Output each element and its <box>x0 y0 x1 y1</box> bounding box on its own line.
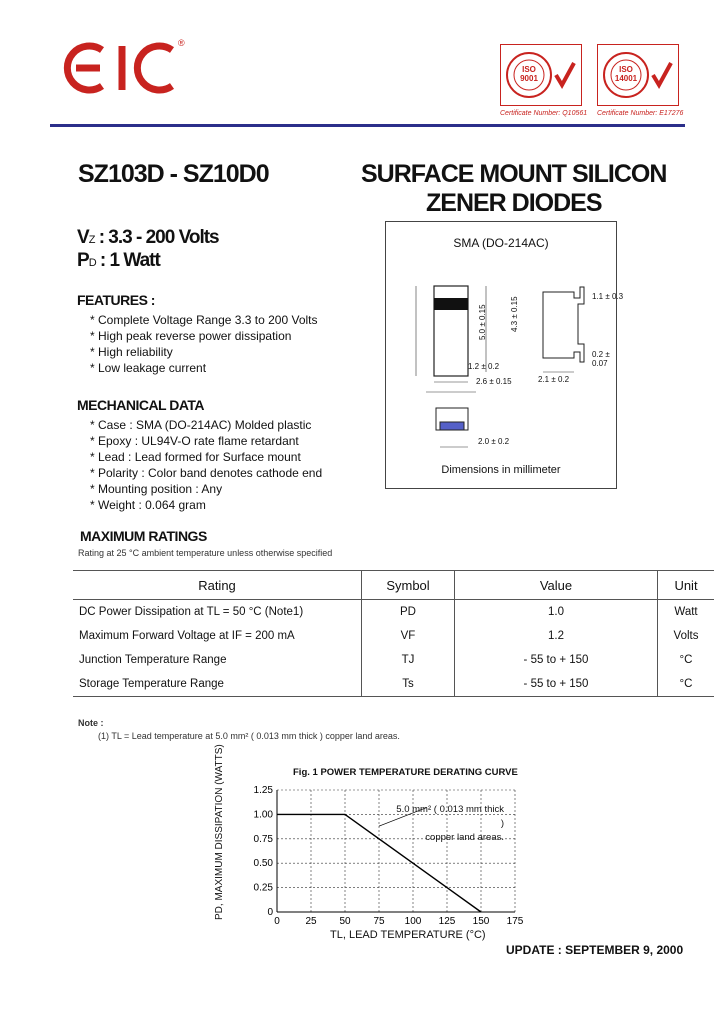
table-header-row <box>73 571 714 600</box>
cell-rating: Maximum Forward Voltage at IF = 200 mA <box>79 630 295 642</box>
x-tick-label: 75 <box>373 916 385 927</box>
col-value: Value <box>455 571 658 600</box>
dim-label: 2.1 ± 0.2 <box>538 375 570 384</box>
dim-label: 4.3 ± 0.15 <box>510 296 519 332</box>
cell-value: - 55 to + 150 <box>455 672 658 696</box>
product-title-line1: SURFACE MOUNT SILICON <box>361 160 667 188</box>
package-outline <box>386 222 624 488</box>
list-item: * Lead : Lead formed for Surface mount <box>90 450 301 464</box>
list-item: * Polarity : Color band denotes cathode end <box>90 466 323 480</box>
y-tick-label: 0 <box>267 907 273 918</box>
vz-value: : 3.3 - 200 Volts <box>94 227 219 248</box>
dim-label: 1.2 ± 0.2 <box>468 362 500 371</box>
ratings-table-wrap <box>73 570 714 697</box>
iso9001-cert-badge <box>500 44 582 106</box>
dim-label: 2.0 ± 0.2 <box>478 437 510 446</box>
annotation-line: copper land areas. <box>425 832 504 843</box>
y-tick-label: 1.00 <box>253 809 273 821</box>
table-row <box>73 624 714 648</box>
cert-caption: Certificate Number: Q10561 <box>500 110 588 117</box>
ratings-note: Rating at 25 °C ambient temperature unless otherwise specified <box>78 548 333 558</box>
features-list <box>90 312 318 376</box>
ratings-table <box>73 571 714 696</box>
mechanical-heading: MECHANICAL DATA <box>77 397 205 413</box>
vz-subscript: Z <box>88 234 95 246</box>
package-caption: Dimensions in millimeter <box>441 464 561 476</box>
vz-symbol: V <box>77 227 89 248</box>
cell-symbol: Ts <box>362 672 455 696</box>
cell-symbol: PD <box>362 600 455 625</box>
dim-label: 1.1 ± 0.3 <box>592 292 624 301</box>
list-item: * Complete Voltage Range 3.3 to 200 Volts <box>90 313 318 327</box>
cert-caption: Certificate Number: E17276 <box>597 110 684 117</box>
ratings-heading: MAXIMUM RATINGS <box>80 528 207 544</box>
cell-rating: DC Power Dissipation at TL = 50 °C (Note1) <box>79 606 304 618</box>
x-tick-label: 175 <box>506 916 524 927</box>
product-title-line2: ZENER DIODES <box>426 189 602 217</box>
cell-unit: °C <box>658 648 715 672</box>
registered-mark: ® <box>178 38 185 48</box>
x-tick-label: 125 <box>438 916 456 927</box>
cell-rating: Storage Temperature Range <box>79 678 224 690</box>
note-text: (1) TL = Lead temperature at 5.0 mm² ( 0.013 mm thick ) copper land areas. <box>98 731 400 741</box>
cell-unit: Watt <box>658 600 715 625</box>
table-row <box>73 648 714 672</box>
table-row <box>73 672 714 696</box>
cell-symbol: TJ <box>362 648 455 672</box>
col-symbol: Symbol <box>362 571 455 600</box>
list-item: * High reliability <box>90 345 173 359</box>
list-item: * Weight : 0.064 gram <box>90 498 206 512</box>
dim-label: 5.0 ± 0.15 <box>478 304 487 340</box>
features-heading: FEATURES : <box>77 292 155 308</box>
cert-number: 14001 <box>614 74 638 83</box>
y-tick-label: 0.50 <box>253 858 273 870</box>
x-tick-label: 25 <box>305 916 317 927</box>
update-date: UPDATE : SEPTEMBER 9, 2000 <box>506 943 684 957</box>
x-tick-label: 100 <box>404 916 422 927</box>
chart-xlabel: TL, LEAD TEMPERATURE (°C) <box>330 929 486 941</box>
cell-value: 1.0 <box>455 600 658 625</box>
pd-value: : 1 Watt <box>95 250 160 271</box>
list-item: * Epoxy : UL94V-O rate flame retardant <box>90 434 299 448</box>
list-item: * Mounting position : Any <box>90 482 223 496</box>
pd-subscript: D <box>88 257 96 269</box>
chart-annotation <box>392 803 504 845</box>
pd-spec <box>77 250 160 272</box>
annotation-line: 5.0 mm² ( 0.013 mm thick ) <box>396 804 504 829</box>
x-tick-label: 50 <box>339 916 351 927</box>
y-tick-label: 1.25 <box>253 785 273 796</box>
list-item: * Low leakage current <box>90 361 207 375</box>
dim-label: 2.6 ± 0.15 <box>476 377 512 386</box>
header-rule <box>50 124 685 127</box>
chart-ylabel: PD, MAXIMUM DISSIPATION (WATTS) <box>214 744 225 920</box>
cell-rating: Junction Temperature Range <box>79 654 227 666</box>
mechanical-list <box>90 417 322 513</box>
package-title: SMA (DO-214AC) <box>453 236 549 250</box>
cert-number: 9001 <box>520 74 538 83</box>
table-row <box>73 600 714 625</box>
x-tick-label: 150 <box>472 916 490 927</box>
dim-label: 0.2 ± 0.07 <box>592 350 610 368</box>
cell-symbol: VF <box>362 624 455 648</box>
eic-logo-icon <box>62 38 187 98</box>
chart-title: Fig. 1 POWER TEMPERATURE DERATING CURVE <box>293 767 518 778</box>
part-number: SZ103D - SZ10D0 <box>78 160 269 188</box>
list-item: * High peak reverse power dissipation <box>90 329 292 343</box>
cell-value: 1.2 <box>455 624 658 648</box>
col-unit: Unit <box>658 571 715 600</box>
list-item: * Case : SMA (DO-214AC) Molded plastic <box>90 418 312 432</box>
note-heading: Note : <box>78 718 104 728</box>
company-logo <box>62 38 187 103</box>
cell-value: - 55 to + 150 <box>455 648 658 672</box>
y-tick-label: 0.75 <box>253 833 273 845</box>
iso14001-cert-badge <box>597 44 679 106</box>
package-drawing <box>385 221 624 489</box>
col-rating: Rating <box>73 571 362 600</box>
cert-standard: ISO <box>619 65 633 74</box>
x-tick-label: 0 <box>274 916 280 927</box>
y-tick-label: 0.25 <box>253 882 273 894</box>
pd-symbol: P <box>77 250 89 271</box>
cell-unit: °C <box>658 672 715 696</box>
cell-unit: Volts <box>658 624 715 648</box>
cert-standard: ISO <box>522 65 536 74</box>
vz-spec <box>77 227 219 249</box>
